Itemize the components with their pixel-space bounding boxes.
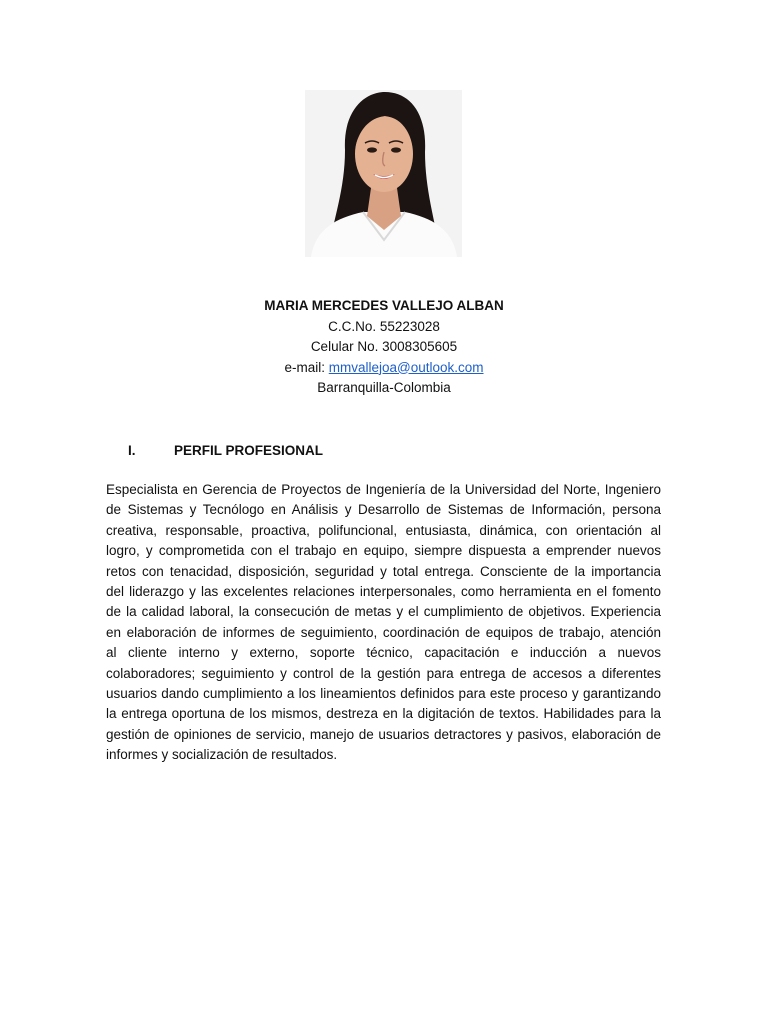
paragraph-line: gestión de opiniones de servicio, manejo de usuarios detractores y pasivos, elaboración de: [106, 726, 661, 742]
paragraph-line: creativa, responsable, proactiva, polifuncional, entusiasta, dinámica, con orientación al: [106, 522, 661, 538]
profile-photo: [305, 90, 462, 257]
id-number: C.C.No. 55223028: [328, 318, 440, 334]
section-heading: [128, 442, 323, 460]
paragraph-line: la entrega oportuna de los mismos, destreza en la digitación de textos. Habilidades para la: [106, 706, 661, 722]
section-title: PERFIL PROFESIONAL: [174, 443, 324, 458]
email-line: [0, 358, 768, 379]
person-name: MARIA MERCEDES VALLEJO ALBAN: [264, 298, 504, 313]
paragraph-line: logro, y comprometida con el trabajo en equipo, siempre dispuesta a emprender nuevos: [106, 543, 661, 559]
contact-header: [0, 296, 768, 399]
email-link[interactable]: mmvallejoa@outlook.com: [328, 359, 484, 375]
paragraph-line: retos con tenacidad, disposición, seguridad y total entrega. Consciente de la importancia: [106, 563, 661, 579]
paragraph-line: colaboradores; seguimiento y control de la gestión para entrega de accesos a diferentes: [106, 665, 661, 681]
paragraph-line: al cliente interno y externo, soporte técnico, capacitación e inducción a nuevos: [106, 645, 661, 661]
paragraph-line: informes y socialización de resultados.: [106, 747, 338, 763]
paragraph-line: usuarios dando cumplimiento a los lineamientos definidos para este proceso y garantizando: [106, 686, 661, 702]
portrait-illustration: [305, 90, 462, 257]
location: Barranquilla-Colombia: [317, 380, 451, 395]
phone-number: Celular No. 3008305605: [310, 339, 458, 354]
paragraph-line: de la calidad laboral, la consecución de metas y el cumplimiento de objetivos. Experiencia: [106, 604, 661, 620]
email-label: e-mail:: [284, 359, 329, 375]
paragraph-line: del liderazgo y las excelentes relaciones interpersonales, como herramienta en el fomento: [106, 584, 661, 600]
profile-paragraph: [106, 480, 661, 766]
paragraph-line: en elaboración de informes de seguimiento, coordinación de equipos de trabajo, atención: [106, 624, 661, 640]
section-number: I.: [128, 443, 136, 458]
paragraph-line: de Sistemas y Tecnólogo en Análisis y Desarrollo de Sistemas de Información, persona: [106, 502, 661, 518]
paragraph-line: Especialista en Gerencia de Proyectos de Ingeniería de la Universidad del Norte, Ingeniero: [106, 482, 661, 497]
